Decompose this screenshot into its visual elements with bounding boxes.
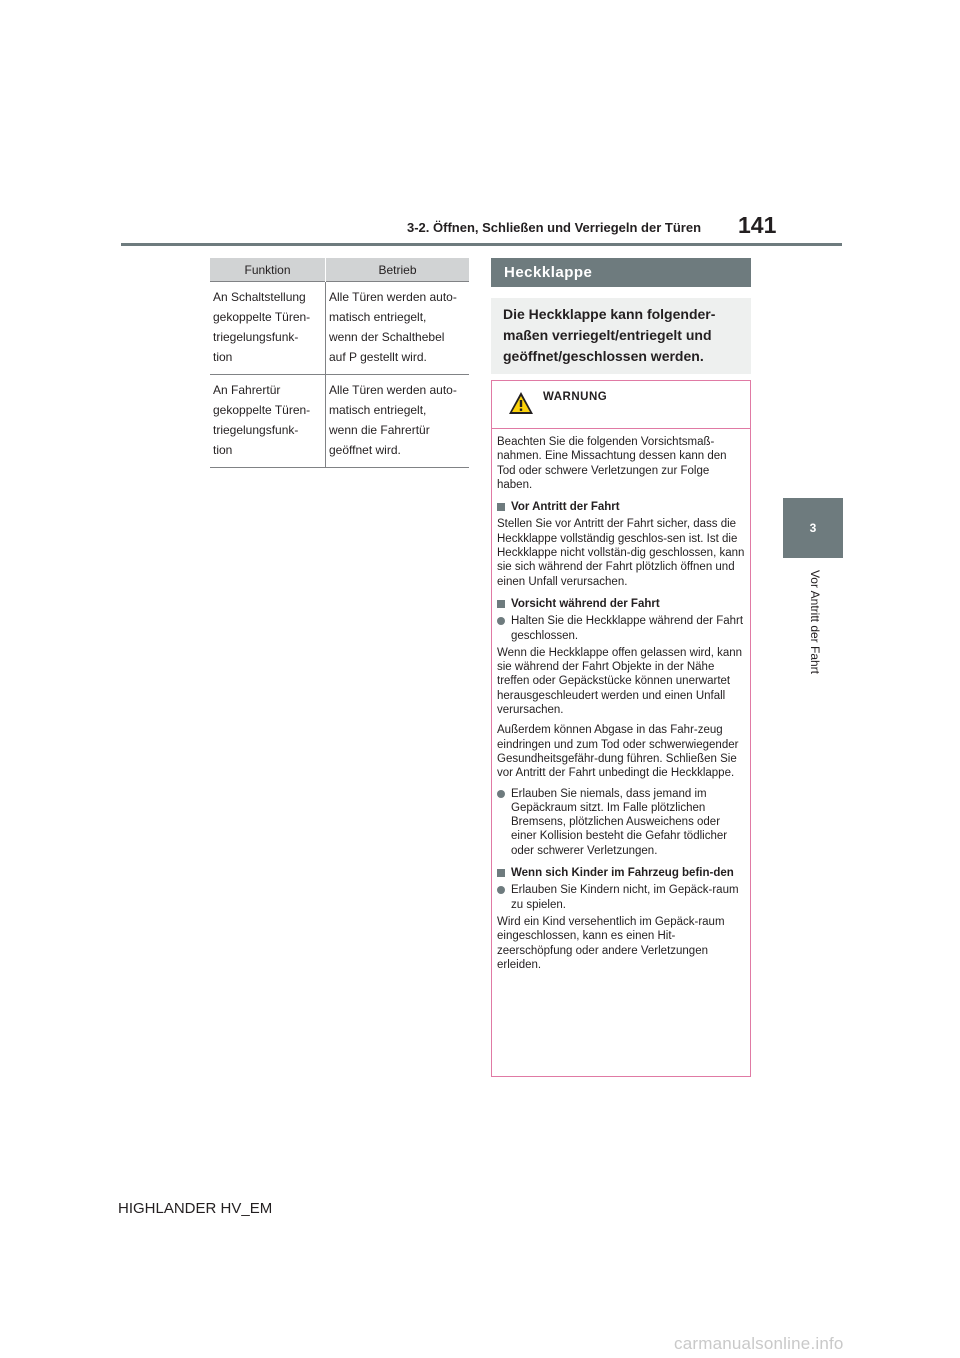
watermark: carmanualsonline.info — [674, 1334, 844, 1353]
warning-box — [491, 380, 751, 1077]
bullet-item: Erlauben Sie niemals, dass jemand im Gepäckraum sitzt. Im Falle plötzlichen Bremsens, plötzlichen Ausweichens oder einer Kollision besteht die Gefahr tödlicher oder schwerer Verletzungen. — [497, 787, 745, 858]
paragraph: Wird ein Kind versehentlich im Gepäck-raum eingeschlossen, kann es einen Hit-zeerschöpfung oder andere Verletzungen erleiden. — [497, 915, 725, 971]
subheading: Vor Antritt der Fahrt — [497, 500, 745, 514]
column-header-betrieb: Betrieb — [326, 258, 470, 282]
warning-triangle-icon — [508, 391, 534, 415]
paragraph: Stellen Sie vor Antritt der Fahrt sicher, dass die Heckklappe vollständig geschlos-sen ist. Ist die Heckklappe nicht vollstän-dig geschlossen, kann sie sich während der Fahrt plötzlich öffnen und einen Unfall verursachen. — [497, 518, 745, 588]
table-cell-funktion: An Fahrertür gekoppelte Türen- triegelungsfunk- tion — [210, 375, 326, 468]
warning-body — [492, 429, 750, 972]
subheading: Wenn sich Kinder im Fahrzeug befin-den — [497, 866, 745, 880]
column-header-funktion: Funktion — [210, 258, 326, 282]
paragraph: Wenn die Heckklappe offen gelassen wird, kann sie während der Fahrt Objekte in der Nähe treffen oder Gepäckstücke können unerwartet herausgeschleudert werden und einen Unfall verursachen. — [497, 646, 743, 717]
subheading: Vorsicht während der Fahrt — [497, 597, 745, 611]
intro-box: Die Heckklappe kann folgender- maßen verriegelt/entriegelt und geöffnet/geschlossen werden. — [491, 298, 751, 374]
header-rule — [121, 243, 842, 246]
paragraph: Außerdem können Abgase in das Fahr-zeug eindringen und zum Tod oder schwerwiegender Gesundheitsgefähr-dung führen. Schließen Sie vor Antritt der Fahrt unbedingt die Heckklappe. — [497, 724, 739, 780]
warning-header — [492, 381, 750, 429]
function-table — [210, 258, 469, 468]
section-title: 3-2. Öffnen, Schließen und Verriegeln der Türen — [407, 220, 702, 235]
section-heading: Heckklappe — [491, 258, 751, 287]
table-row — [210, 282, 469, 375]
table-row — [210, 375, 469, 468]
table-cell-betrieb: Alle Türen werden auto- matisch entriegelt, wenn die Fahrertür geöffnet wird. — [326, 375, 470, 468]
warning-intro: Beachten Sie die folgenden Vorsichtsmaß-nahmen. Eine Missachtung dessen kann den Tod oder schwere Verletzungen zur Folge haben. — [497, 436, 727, 491]
page-number: 141 — [738, 212, 777, 238]
bullet-item: Halten Sie die Heckklappe während der Fahrt geschlossen. — [497, 614, 745, 643]
bullet-item: Erlauben Sie Kindern nicht, im Gepäck-raum zu spielen. — [497, 883, 745, 912]
warning-title: WARNUNG — [543, 391, 608, 403]
table-cell-betrieb: Alle Türen werden auto- matisch entriegelt, wenn der Schalthebel auf P gestellt wird. — [326, 282, 470, 375]
chapter-label: Vor Antritt der Fahrt — [808, 569, 822, 675]
table-cell-funktion: An Schaltstellung gekoppelte Türen- triegelungsfunk- tion — [210, 282, 326, 375]
footer-model: HIGHLANDER HV_EM — [118, 1200, 273, 1217]
chapter-tab[interactable]: 3 — [783, 498, 843, 558]
